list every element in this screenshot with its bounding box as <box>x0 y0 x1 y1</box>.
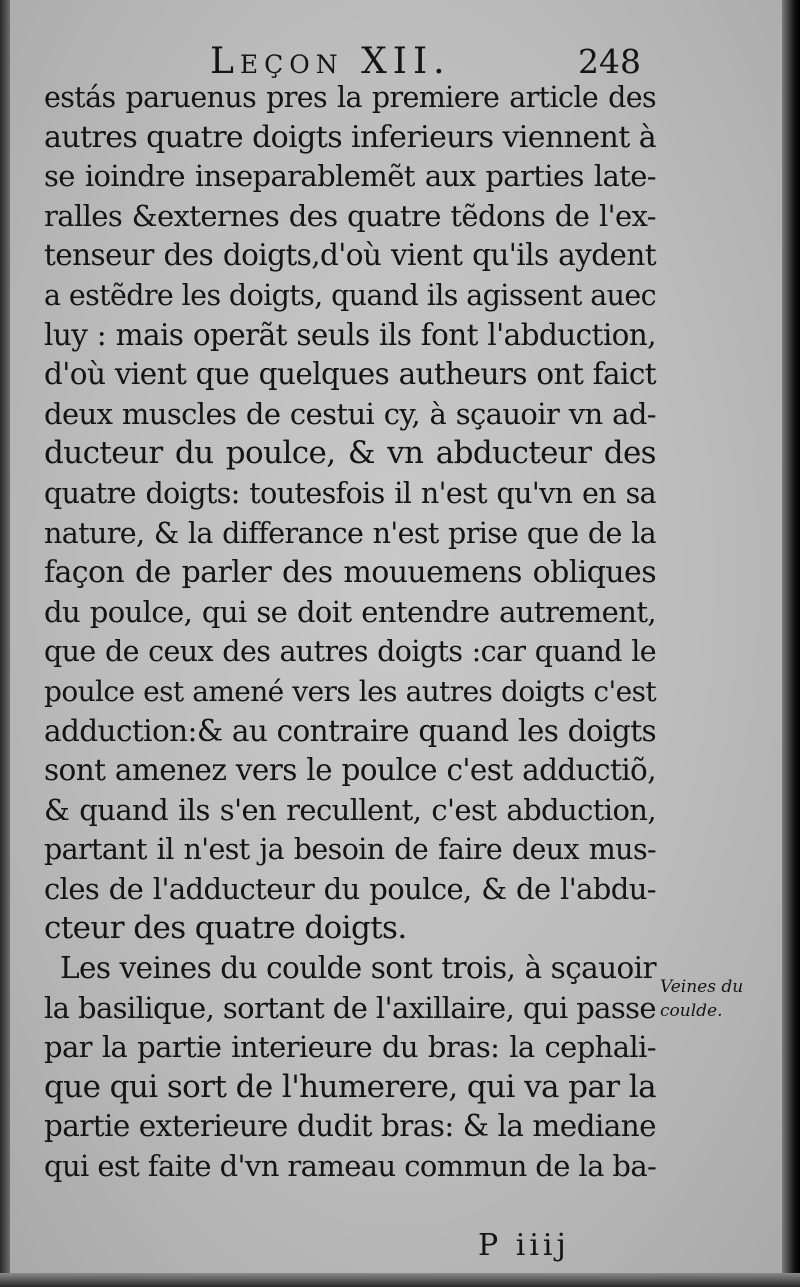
text-line: se ioindre inseparablemẽt aux parties late- <box>44 159 656 194</box>
text-line: d'où vient que quelques autheurs ont faict <box>44 357 656 392</box>
text-line: quatre doigts: toutesfois il n'est qu'vn en sa <box>44 476 656 510</box>
text-line: luy : mais operãt seuls ils font l'abduction, <box>44 317 656 352</box>
text-line: qui est faite d'vn rameau commun de la ba- <box>44 1149 657 1184</box>
text-line: poulce est amené vers les autres doigts c'est <box>44 674 656 708</box>
text-line: & quand ils s'en recullent, c'est abduction, <box>44 792 656 827</box>
text-line: par la partie interieure du bras: la cephali- <box>44 1030 656 1065</box>
margin-note-line: coulde. <box>660 1001 723 1021</box>
text-line: ralles &externes des quatre tẽdons de l'ex- <box>44 198 656 233</box>
text-line: sont amenez vers le poulce c'est adductiõ, <box>44 753 656 788</box>
text-line: autres quatre doigts inferieurs viennent à <box>44 119 656 155</box>
text-line: partie exterieure dudit bras: & la mediane <box>44 1109 656 1144</box>
page-number: 248 <box>578 42 641 81</box>
text-line: partant il n'est ja besoin de faire deux mus- <box>44 833 656 867</box>
text-line: Les veines du coulde sont trois, à sçauoir <box>60 951 656 986</box>
margin-note <box>660 975 785 1023</box>
text-line: tenseur des doigts,d'où vient qu'ils aydent <box>44 238 656 273</box>
scan-border-bottom <box>0 1273 800 1287</box>
signature-mark: P iiij <box>478 1228 570 1263</box>
body-text <box>44 78 656 1187</box>
text-line: a estẽdre les doigts, quand ils agissent auec <box>44 278 656 312</box>
chapter-title: Leçon XII. <box>210 41 451 82</box>
text-line: cteur des quatre doigts. <box>44 910 407 947</box>
text-line: façon de parler des mouuemens obliques <box>44 555 656 591</box>
text-line: que qui sort de l'humerere, qui va par la <box>44 1068 656 1105</box>
text-line: deux muscles de cestui cy, à sçauoir vn ad- <box>44 396 656 431</box>
scan-border-right <box>782 0 800 1287</box>
text-line: la basilique, sortant de l'axillaire, qui passe <box>44 990 656 1025</box>
text-line: estás paruenus pres la premiere article des <box>44 81 656 114</box>
text-line: cles de l'adducteur du poulce, & de l'abdu- <box>44 871 656 906</box>
text-line: nature, & la differance n'est prise que de la <box>44 516 656 550</box>
text-line: adduction:& au contraire quand les doigts <box>44 713 656 748</box>
scan-border-left <box>0 0 10 1287</box>
text-line: du poulce, qui se doit entendre autrement, <box>44 594 656 629</box>
text-line: que de ceux des autres doigts :car quand le <box>44 635 656 669</box>
text-line: ducteur du poulce, & vn abducteur des <box>44 435 656 472</box>
margin-note-line: Veines du <box>660 977 744 997</box>
